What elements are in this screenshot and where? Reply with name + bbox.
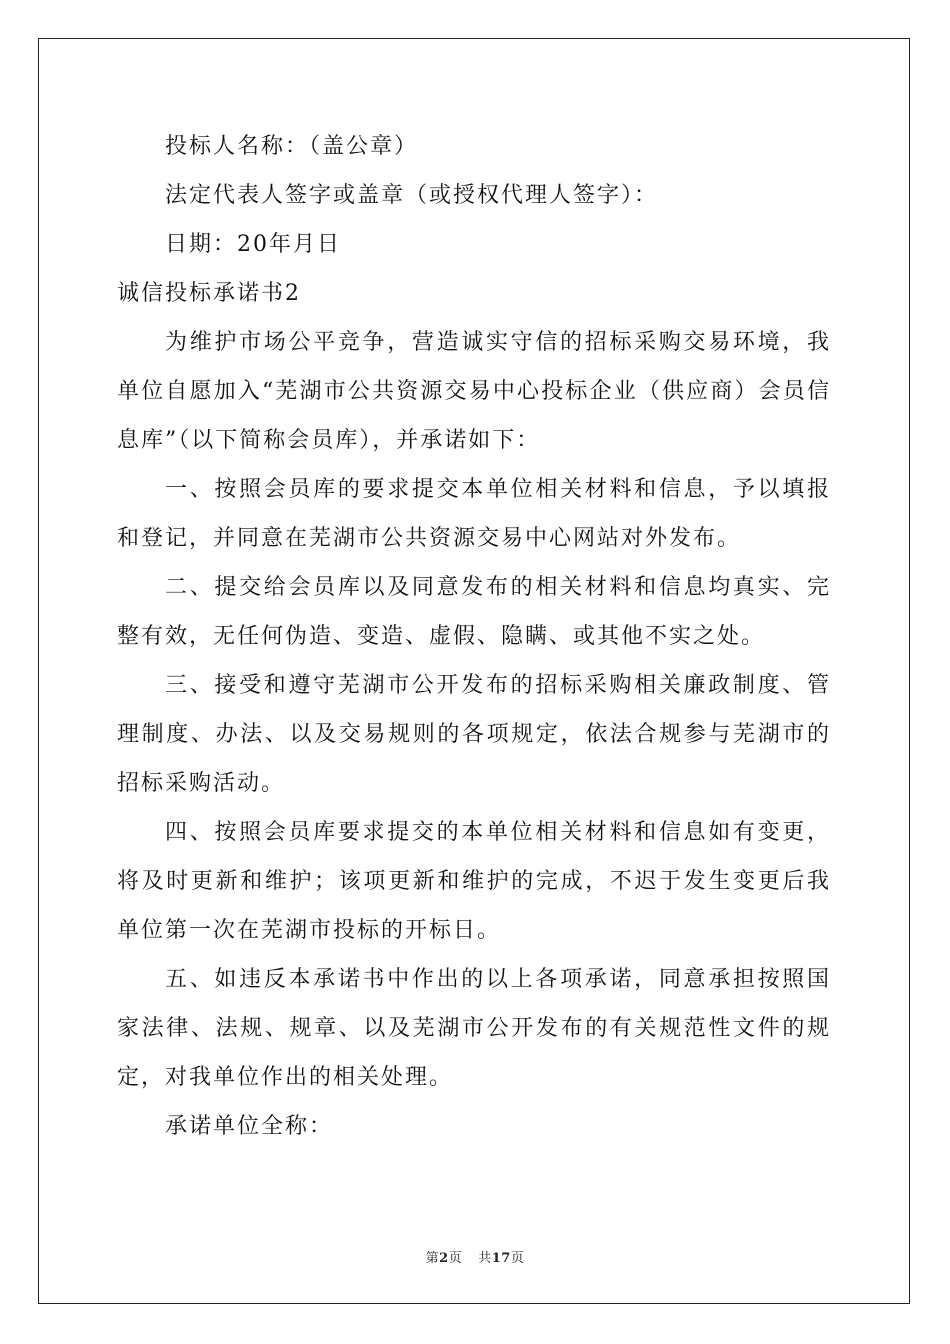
page-number: 2 [439,1251,449,1266]
commitment-item-3: 三、接受和遵守芜湖市公开发布的招标采购相关廉政制度、管理制度、办法、以及交易规则的各项规定，依法合规参与芜湖市的招标采购活动。 [117,673,831,796]
section-title: 诚信投标承诺书2 [117,281,301,306]
intro-paragraph: 为维护市场公平竞争，营造诚实守信的招标采购交易环境，我单位自愿加入“芜湖市公共资源交易中心投标企业（供应商）会员信息库”（以下简称会员库），并承诺如下： [117,330,831,453]
commitment-item-2: 二、提交给会员库以及同意发布的相关材料和信息均真实、完整有效，无任何伪造、变造、虚假、隐瞒、或其他不实之处。 [117,575,831,649]
commitment-item-1: 一、按照会员库的要求提交本单位相关材料和信息，予以填报和登记，并同意在芜湖市公共资源交易中心网站对外发布。 [117,477,831,551]
page-prefix: 第 [425,1251,440,1266]
commitment-item-5: 五、如违反本承诺书中作出的以上各项承诺，同意承担按照国家法律、法规、规章、以及芜湖市公开发布的有关规范性文件的规定，对我单位作出的相关处理。 [117,967,831,1090]
commitment-item-4: 四、按照会员库要求提交的本单位相关材料和信息如有变更，将及时更新和维护；该项更新和维护的完成，不迟于发生变更后我单位第一次在芜湖市投标的开标日。 [117,820,831,943]
legal-representative-line: 法定代表人签字或盖章（或授权代理人签字）： [165,183,659,208]
bidder-name-line: 投标人名称：（盖公章） [165,134,419,159]
page-suffix: 页 [448,1251,463,1266]
closing-line: 承诺单位全称： [165,1114,334,1139]
total-prefix: 共 [478,1251,492,1266]
page-footer [0,1247,950,1266]
date-line: 日期：20年月日 [165,232,341,257]
document-body [117,122,831,1151]
total-pages: 17 [491,1251,511,1266]
total-suffix: 页 [510,1251,525,1266]
